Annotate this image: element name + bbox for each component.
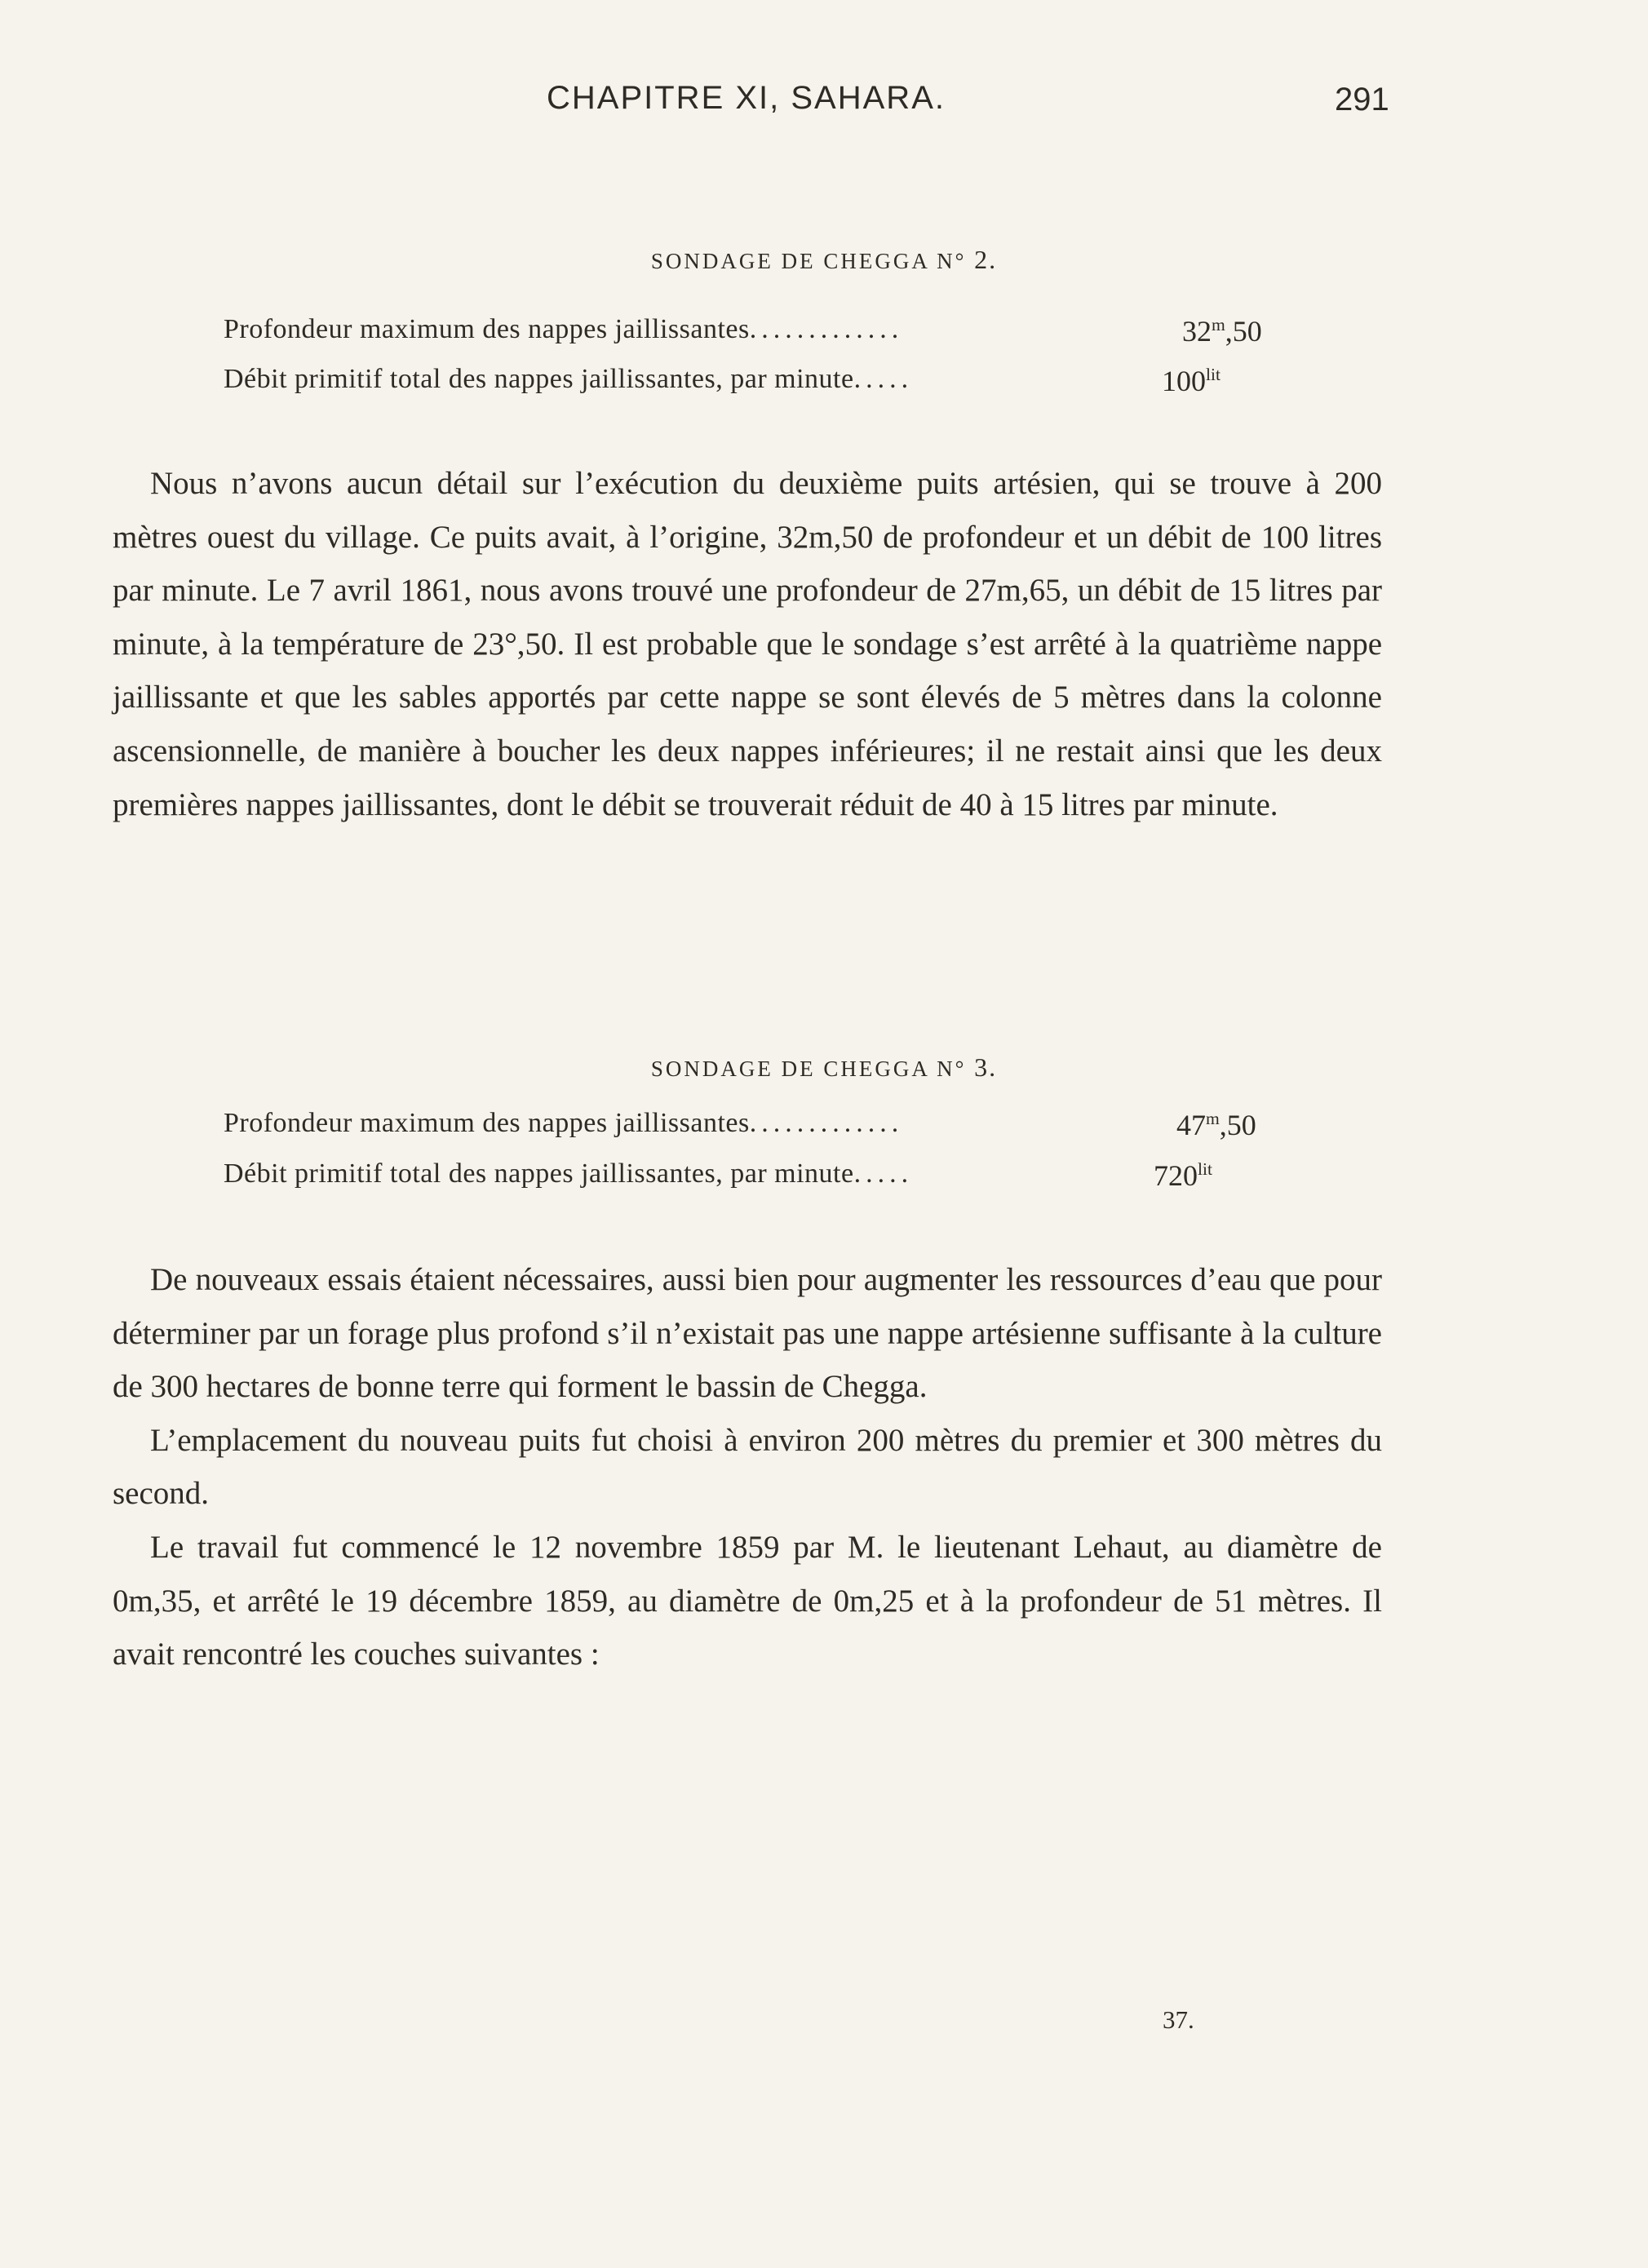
running-header — [0, 80, 1648, 129]
row-value: 47$^m$,50 — [1176, 1109, 1256, 1141]
section-heading-sondage-3 — [0, 1052, 1648, 1083]
page-number: 291 — [1335, 82, 1389, 117]
paragraph-sondage-2 — [113, 457, 1382, 831]
paragraph-group-sondage-3 — [113, 1253, 1382, 1681]
heading-text: SONDAGE DE CHEGGA N° — [650, 1056, 975, 1081]
data-row-max-depth — [224, 1108, 1341, 1149]
data-row-flow — [224, 1158, 1341, 1199]
row-value: $100^{lit}$ — [1162, 365, 1220, 397]
row-label: Profondeur maximum des nappes jaillissantes............. — [224, 314, 904, 344]
printer-signature: 37. — [1163, 2005, 1194, 2034]
row-label: Débit primitif total des nappes jaillissantes, par minute..... — [224, 364, 914, 394]
paragraph-text: Le travail fut commencé le 12 novembre 1859 par M. le lieutenant Lehaut, au diamètre de 0m,35, et arrêté le 19 décembre 1859, au diamètre de 0m,25 et à la profondeur de 51 mètres. Il avait rencontré les couches suivantes : — [113, 1529, 1382, 1672]
heading-number: 2. — [974, 245, 998, 274]
data-row-flow — [224, 364, 1341, 405]
paragraph-text: De nouveaux essais étaient nécessaires, aussi bien pour augmenter les ressources d’eau que pour déterminer par un forage plus profond s’il n’existait pas une nappe artésienne suffisante à la culture de 300 hectares de bonne terre qui forment le bassin de Chegga. — [113, 1262, 1382, 1405]
row-value: $720^{lit}$ — [1154, 1159, 1212, 1192]
heading-number: 3. — [974, 1052, 998, 1082]
row-label: Profondeur maximum des nappes jaillissantes............. — [224, 1108, 904, 1138]
paragraph-text: Nous n’avons aucun détail sur l’exécution du deuxième puits artésien, qui se trouve à 200 mètres ouest du village. Ce puits avait, à l’origine, 32m,50 de profondeur et un débit de 100 litres par minute. Le 7 avril 1861, nous avons trouvé une profondeur de 27m,65, un débit de 15 litres par minute, à la température de 23°,50. Il est probable que le sondage s’est arrêté à la quatrième nappe jaillissante et que les sables apportés par cette nappe se sont élevés de 5 mètres dans la colonne ascensionnelle, de manière à boucher les deux nappes inférieures; il ne restait ainsi que les deux premières nappes jaillissantes, dont le débit se trouverait réduit de 40 à 15 litres par minute. — [113, 466, 1382, 822]
row-label: Débit primitif total des nappes jaillissantes, par minute..... — [224, 1158, 914, 1189]
section-heading-sondage-2 — [0, 245, 1648, 275]
data-row-max-depth — [224, 314, 1341, 355]
paragraph-text: L’emplacement du nouveau puits fut choisi à environ 200 mètres du premier et 300 mètres du second. — [113, 1422, 1382, 1512]
running-title: CHAPITRE XI, SAHARA. — [547, 80, 946, 116]
heading-text: SONDAGE DE CHEGGA N° — [650, 249, 975, 273]
row-value: 32$^m$,50 — [1182, 315, 1262, 348]
